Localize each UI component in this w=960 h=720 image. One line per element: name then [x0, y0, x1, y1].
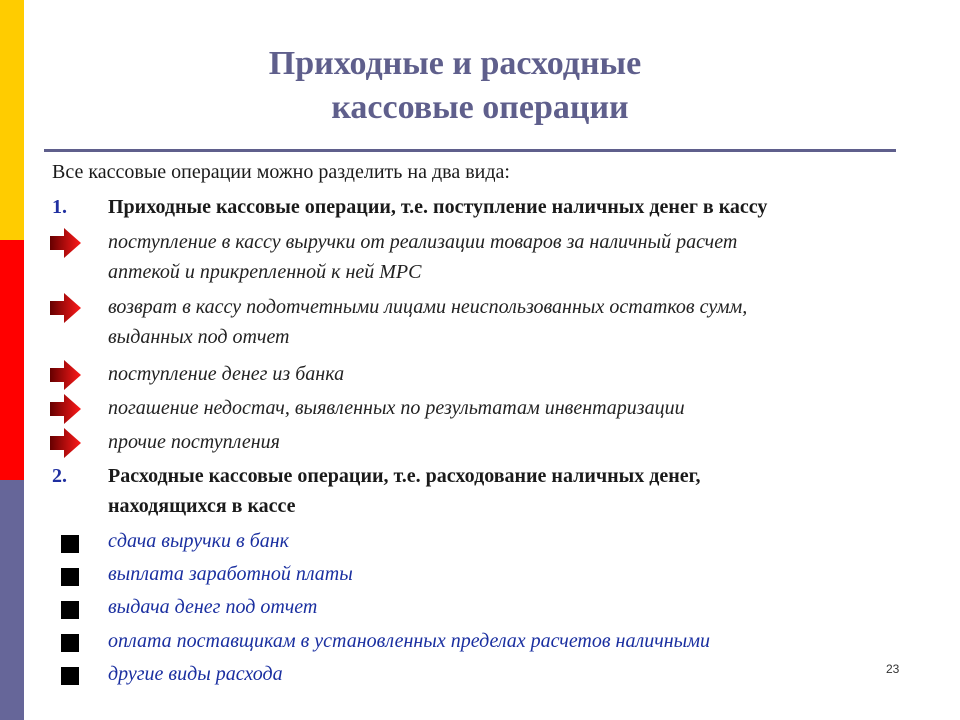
expense-item-1: сдача выручки в банк — [108, 530, 290, 552]
red-arrow-icon — [50, 393, 82, 425]
red-arrow-icon — [50, 292, 82, 324]
intro-text: Все кассовые операции можно разделить на два вида: — [52, 161, 510, 183]
slide-title — [0, 42, 960, 130]
income-item-2-line-1: возврат в кассу подотчетными лицами неиспользованных остатков сумм, — [108, 296, 748, 318]
title-divider — [44, 149, 896, 152]
red-arrow-icon — [50, 427, 82, 459]
page-number: 23 — [886, 662, 900, 676]
left-bar-blue — [0, 480, 24, 720]
income-item-4: погашение недостач, выявленных по результатам инвентаризации — [108, 397, 685, 419]
black-square-icon — [61, 634, 79, 652]
black-square-icon — [61, 601, 79, 619]
section-2-number: 2. — [52, 465, 67, 487]
black-square-icon — [61, 535, 79, 553]
income-item-3: поступление денег из банка — [108, 363, 345, 385]
title-line-1: Приходные и расходные — [268, 45, 642, 82]
red-arrow-icon — [50, 359, 82, 391]
black-square-icon — [61, 667, 79, 685]
income-item-5: прочие поступления — [108, 431, 280, 453]
income-item-2-line-2: выданных под отчет — [108, 326, 290, 348]
red-arrow-icon — [50, 227, 82, 259]
left-bar-red — [0, 240, 24, 480]
section-1-number: 1. — [52, 196, 67, 218]
section-2-heading-line-1: Расходные кассовые операции, т.е. расходование наличных денег, — [108, 465, 701, 487]
expense-item-4: оплата поставщикам в установленных пределах расчетов наличными — [108, 630, 710, 652]
income-item-1-line-1: поступление в кассу выручки от реализации товаров за наличный расчет — [108, 231, 738, 253]
section-2-heading-line-2: находящихся в кассе — [108, 495, 296, 517]
expense-item-5: другие виды расхода — [108, 663, 283, 685]
income-item-1-line-2: аптекой и прикрепленной к ней МРС — [108, 261, 422, 283]
section-1-heading: Приходные кассовые операции, т.е. поступление наличных денег в кассу — [108, 196, 768, 218]
title-line-2: кассовые операции — [331, 89, 629, 126]
expense-item-2: выплата заработной платы — [108, 563, 353, 585]
expense-item-3: выдача денег под отчет — [108, 596, 318, 618]
black-square-icon — [61, 568, 79, 586]
